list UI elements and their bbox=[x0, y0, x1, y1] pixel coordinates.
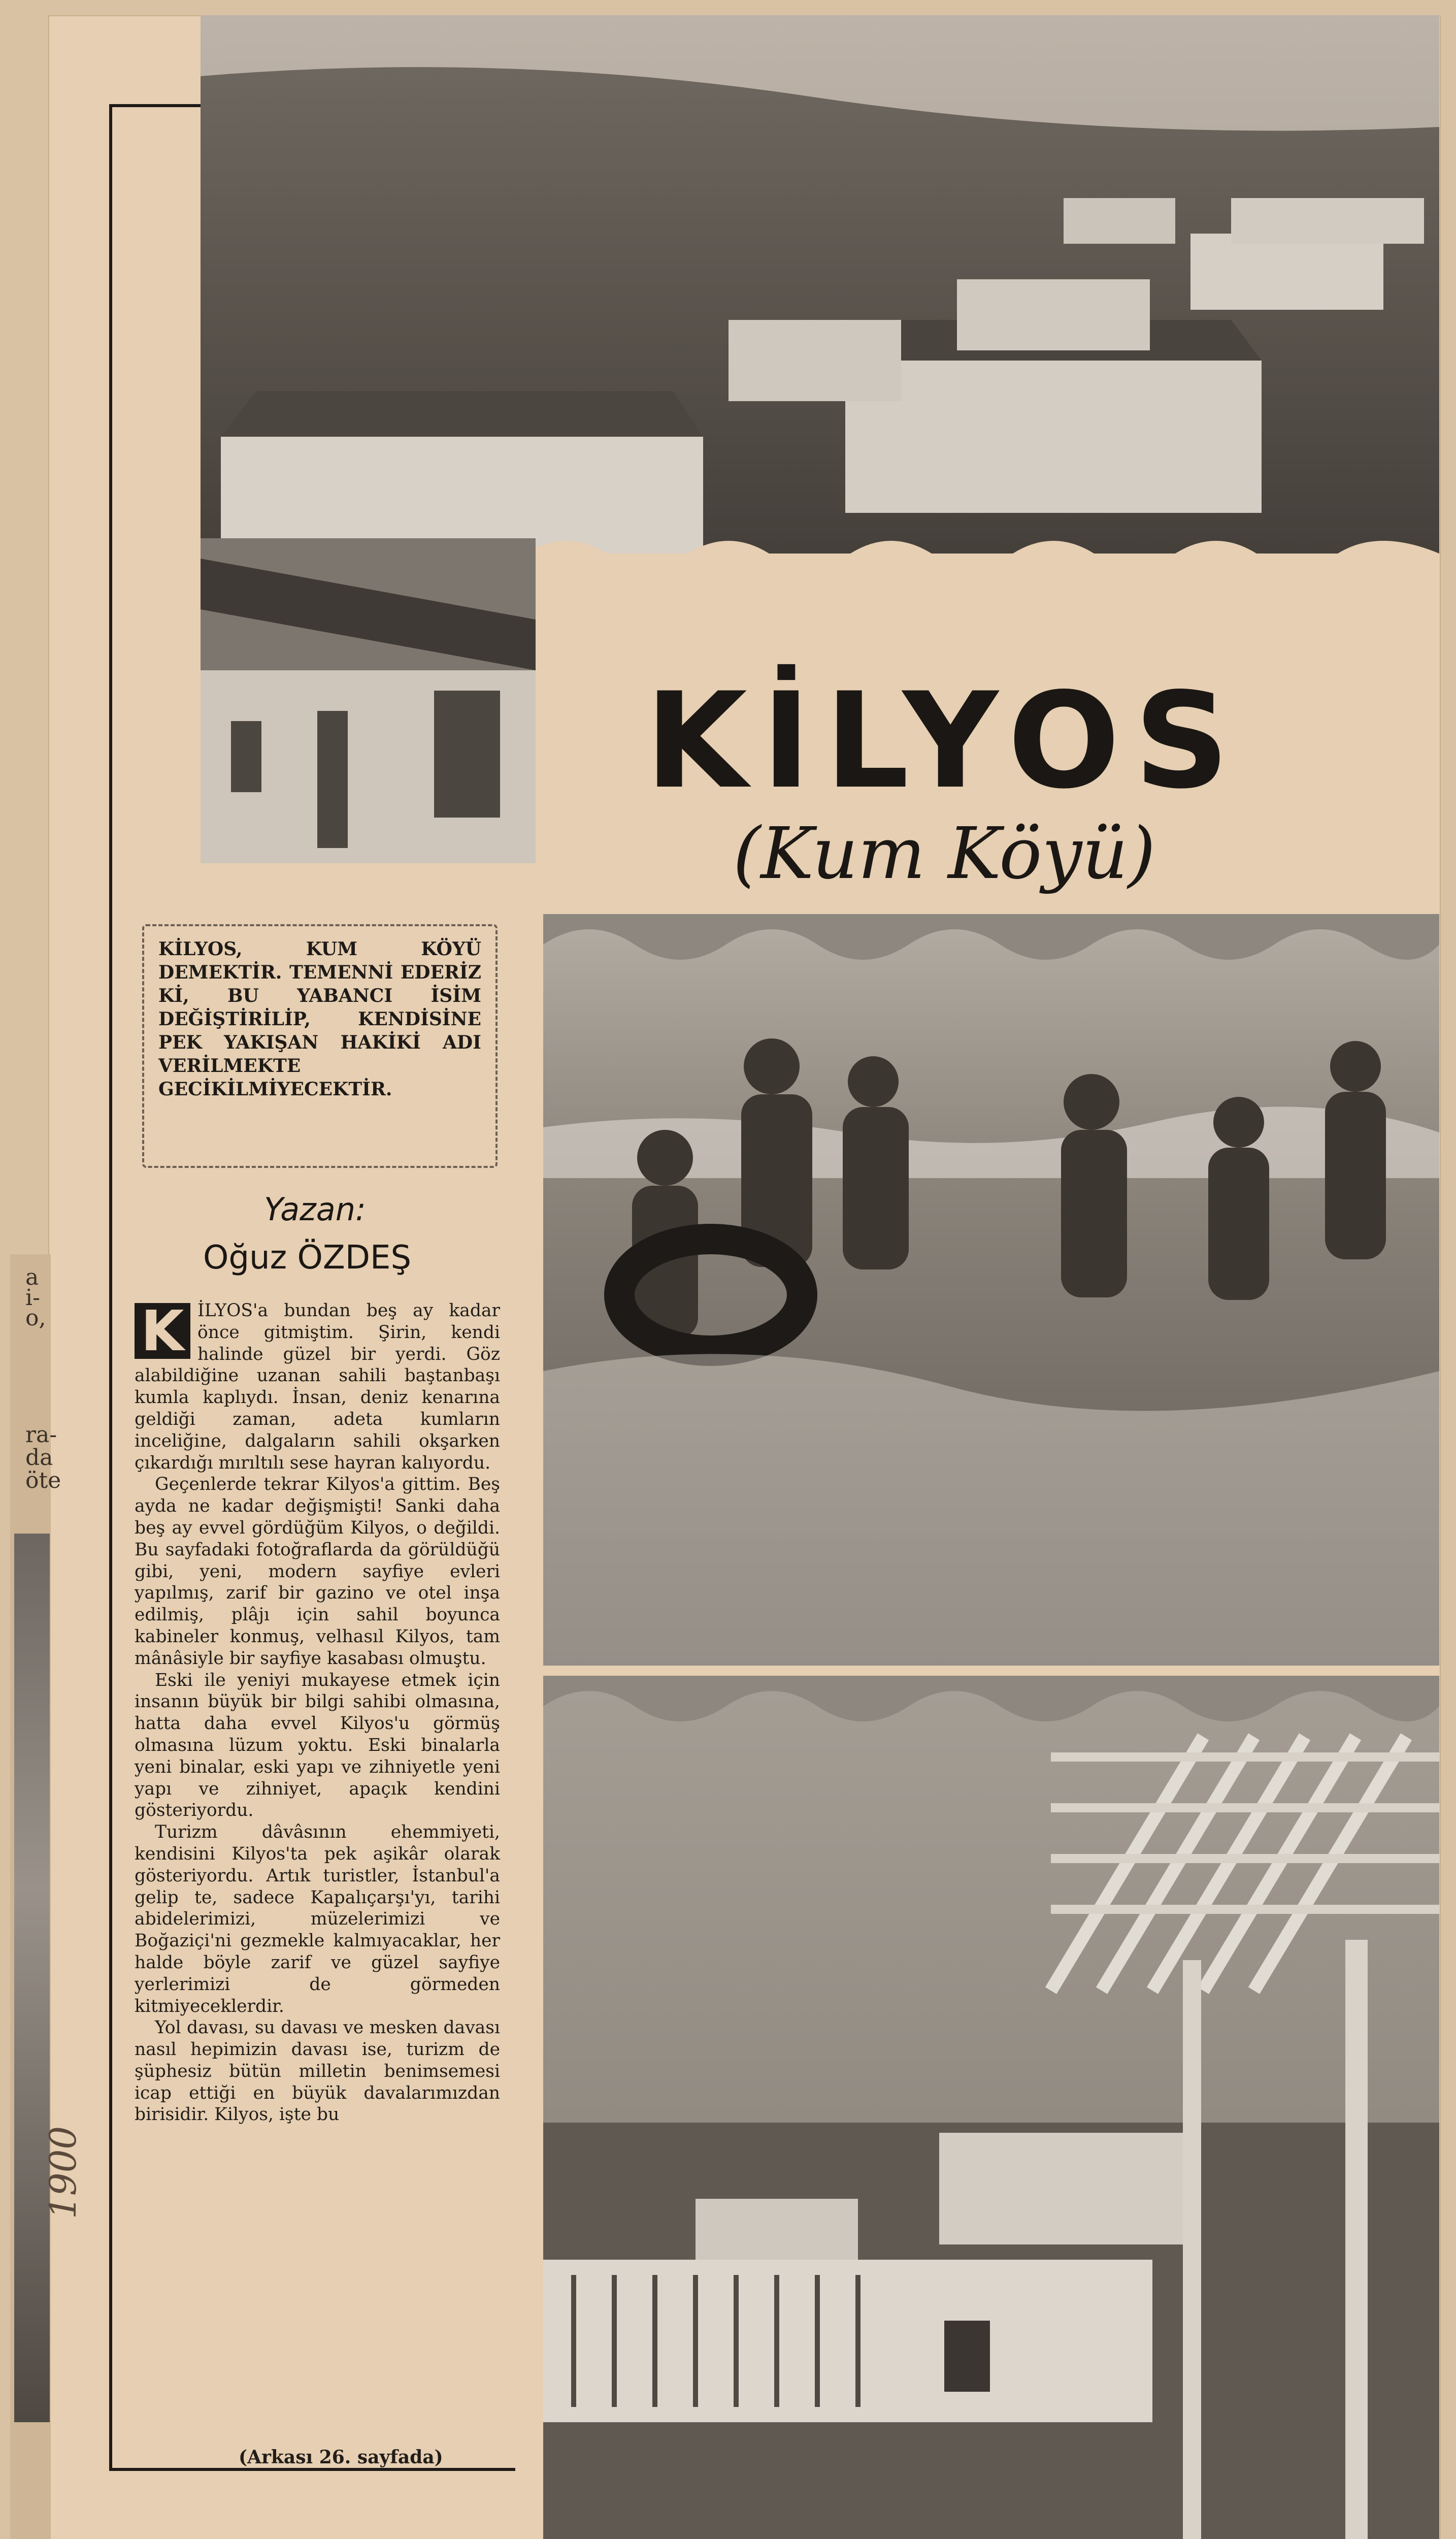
margin-fragment: i- bbox=[25, 1285, 40, 1311]
margin-fragment: ra- bbox=[25, 1422, 57, 1448]
article-paragraph: Eski ile yeniyi mukayese etmek için insanın büyük bir bilgi sahibi olmasına, hatta daha evvel Kilyos'u görmüş olmasına lüzum yoktu. Eski binalarla yeni binalar, eski yapı ve zihniyetle yeni yapı ve zihniyet, apaçık kendini gösteriyordu. bbox=[135, 1670, 500, 1821]
margin-fragment: a bbox=[25, 1264, 39, 1290]
article-body bbox=[135, 1300, 500, 2437]
adjacent-page-photo bbox=[14, 1534, 50, 2422]
article-paragraph: Turizm dâvâsının ehemmiyeti, kendisini Kilyos'ta pek aşikâr olarak gösteriyordu. Artık turistler, İstanbul'a gelip te, sadece Kapalıçarşı'yı, tarihi abidelerimizi, müzelerimizi ve Boğaziçi'ni gezmekle kalmıyacaklar, her halde böyle zarif ve güzel sayfiye yerlerimizi de görmeden kitmiyeceklerdir. bbox=[135, 1822, 500, 2016]
page-title: KİLYOS bbox=[589, 675, 1300, 807]
photo-beach-swimmers bbox=[543, 914, 1439, 1666]
page-subtitle: (Kum Köyü) bbox=[733, 812, 1156, 895]
editorial-notice-box bbox=[142, 924, 498, 1168]
notice-text: KİLYOS, KUM KÖYÜ DEMEKTİR. TEMENNİ EDERİZ Kİ, BU YABANCI İSİM DEĞİŞTİRİLİP, KENDİSİNE PEK YAKIŞAN HAKİKİ ADI VERİLMEKTE GECİKİLMİYECEKTİR. bbox=[158, 938, 481, 1100]
article-paragraph-text: İLYOS'a bundan beş ay kadar önce gitmiştim. Şirin, kendi halinde güzel bir yerdi. Göz alabildiğine uzanan sahili baştanbaşı kumla kaplıydı. İnsan, deniz kenarına geldiği zaman, adeta kumların inceliğine, dalgaların sahili okşarken çıkardığı mırıltılı sese hayran kalıyordu. bbox=[135, 1300, 500, 1473]
byline-label: Yazan: bbox=[264, 1191, 366, 1228]
photo-house-closeup bbox=[201, 538, 536, 863]
photo-pergola-cabins bbox=[543, 1676, 1439, 2539]
margin-fragment: o, bbox=[25, 1305, 46, 1331]
continued-on-page: (Arkası 26. sayfada) bbox=[239, 2447, 443, 2468]
handwritten-note: 1900 bbox=[42, 2126, 84, 2219]
frame-left-rule bbox=[109, 104, 112, 2470]
margin-fragment: öte bbox=[25, 1468, 61, 1493]
article-paragraph bbox=[135, 1300, 500, 1474]
drop-cap: K bbox=[135, 1303, 190, 1359]
photo-houses-hillside bbox=[201, 15, 1439, 625]
margin-fragment: da bbox=[25, 1445, 53, 1471]
article-paragraph: Yol davası, su davası ve mesken davası nasıl hepimizin davası ise, turizm de şüphesiz bütün milletin benimsemesi icap ettiği en büyük davalarımızdan birisidir. Kilyos, işte bu bbox=[135, 2017, 500, 2125]
frame-top-rule bbox=[109, 104, 201, 107]
byline-author: Oğuz ÖZDEŞ bbox=[203, 1239, 412, 1277]
frame-bottom-rule bbox=[109, 2468, 515, 2471]
article-paragraph: Geçenlerde tekrar Kilyos'a gittim. Beş ayda ne kadar değişmişti! Sanki daha beş ay evvel gördüğüm Kilyos, o değildi. Bu sayfadaki fotoğraflarda da görüldüğü gibi, yeni, modern sayfiye evleri yapılmış, zarif bir gazino ve otel inşa edilmiş, plâjı için sahil boyunca kabineler konmuş, velhasıl Kilyos, tam mânâsiyle bir sayfiye kasabası olmuştu. bbox=[135, 1474, 500, 1669]
